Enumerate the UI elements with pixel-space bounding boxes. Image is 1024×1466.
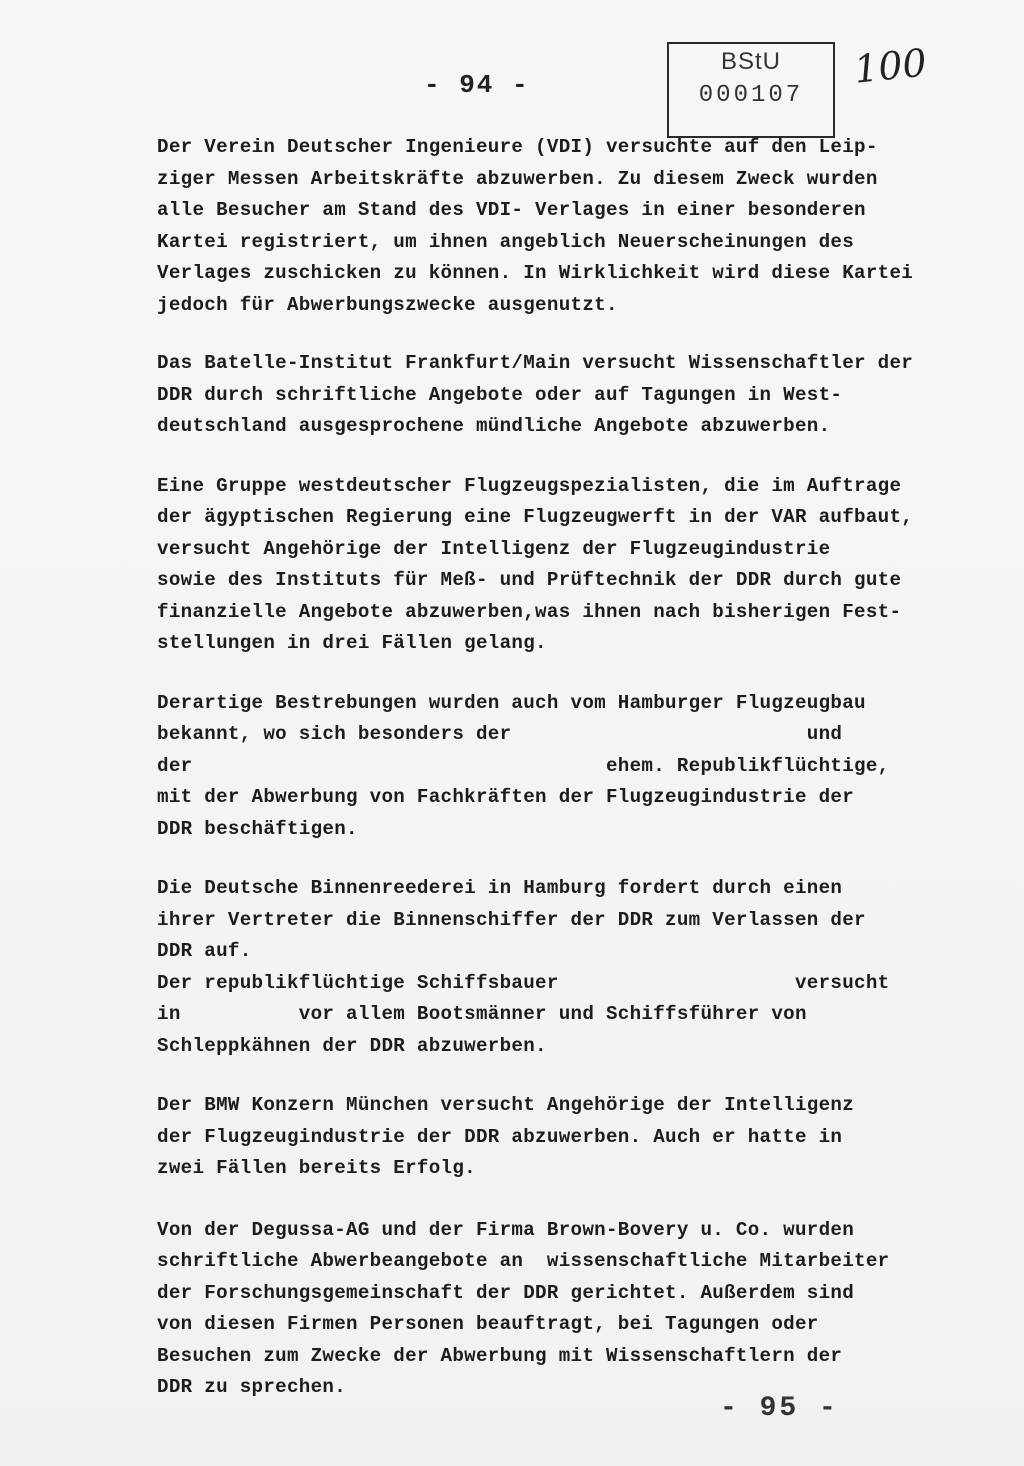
text-line: Das Batelle-Institut Frankfurt/Main versucht Wissenschaftler der xyxy=(157,352,914,374)
text-line: der ägyptischen Regierung eine Flugzeugwerft in der VAR aufbaut, xyxy=(157,506,914,528)
paragraph-flugzeugspezialisten xyxy=(157,471,987,660)
stamp-title: BStU xyxy=(720,48,781,75)
text-line: sowie des Instituts für Meß- und Prüftechnik der DDR durch gute xyxy=(157,569,902,591)
text-line: Kartei registriert, um ihnen angeblich Neuerscheinungen des xyxy=(157,230,855,253)
text-line: Der Verein Deutscher Ingenieure (VDI) versuchte auf den Leip- xyxy=(157,136,878,158)
text-line: der Flugzeugindustrie der DDR abzuwerben. Auch er hatte in xyxy=(157,1125,843,1148)
text-line: versucht Angehörige der Intelligenz der Flugzeugindustrie xyxy=(157,537,831,560)
text-line: Besuchen zum Zwecke der Abwerbung mit Wissenschaftlern der xyxy=(157,1344,843,1367)
text-line: ihrer Vertreter die Binnenschiffer der DDR zum Verlassen der xyxy=(157,908,866,931)
text-line: stellungen in drei Fällen gelang. xyxy=(157,632,547,654)
document-body xyxy=(157,132,987,1432)
text-line: zwei Fällen bereits Erfolg. xyxy=(157,1157,476,1179)
text-line: jedoch für Abwerbungszwecke ausgenutzt. xyxy=(157,293,618,316)
text-line: Verlages zuschicken zu können. In Wirklichkeit wird diese Kartei xyxy=(157,262,914,284)
text-line: Der republikflüchtige Schiffsbauer versucht xyxy=(157,971,890,994)
text-line: der ehem. Republikflüchtige, xyxy=(157,754,890,777)
page-number: - 94 - xyxy=(424,70,530,100)
handwritten-folio-number: 100 xyxy=(852,40,929,92)
text-line: Derartige Bestrebungen wurden auch vom Hamburger Flugzeugbau xyxy=(157,691,866,714)
paragraph-vdi xyxy=(157,132,987,321)
text-line: ziger Messen Arbeitskräfte abzuwerben. Zu diesem Zweck wurden xyxy=(157,167,878,190)
stamp-number: 000107 xyxy=(698,82,804,109)
next-page-marker: - 95 - xyxy=(720,1393,839,1424)
paragraph-binnenreederei xyxy=(157,873,987,1062)
text-line: der Forschungsgemeinschaft der DDR gerichtet. Außerdem sind xyxy=(157,1281,855,1304)
paragraph-batelle xyxy=(157,348,987,443)
archive-stamp xyxy=(667,42,835,138)
text-line: Eine Gruppe westdeutscher Flugzeugspezialisten, die im Auftrage xyxy=(157,474,902,497)
text-line: bekannt, wo sich besonders der und xyxy=(157,723,843,745)
text-line: DDR zu sprechen. xyxy=(157,1376,347,1398)
paragraph-degussa xyxy=(157,1215,987,1404)
text-line: schriftliche Abwerbeangebote an wissenschaftliche Mitarbeiter xyxy=(157,1250,890,1272)
paragraph-hamburger-flugzeugbau xyxy=(157,688,987,846)
text-line: alle Besucher am Stand des VDI- Verlages in einer besonderen xyxy=(157,199,866,221)
text-line: Von der Degussa-AG und der Firma Brown-Bovery u. Co. wurden xyxy=(157,1218,855,1241)
text-line: DDR auf. xyxy=(157,940,252,962)
text-line: in vor allem Bootsmänner und Schiffsführer von xyxy=(157,1003,807,1025)
text-line: Der BMW Konzern München versucht Angehörige der Intelligenz xyxy=(157,1094,855,1116)
text-line: finanzielle Angebote abzuwerben,was ihnen nach bisherigen Fest- xyxy=(157,600,902,623)
text-line: mit der Abwerbung von Fachkräften der Flugzeugindustrie der xyxy=(157,786,855,808)
text-line: Schleppkähnen der DDR abzuwerben. xyxy=(157,1034,547,1057)
text-line: Die Deutsche Binnenreederei in Hamburg fordert durch einen xyxy=(157,877,843,899)
text-line: DDR beschäftigen. xyxy=(157,817,358,840)
text-line: von diesen Firmen Personen beauftragt, bei Tagungen oder xyxy=(157,1313,819,1335)
paragraph-bmw xyxy=(157,1090,987,1185)
text-line: deutschland ausgesprochene mündliche Angebote abzuwerben. xyxy=(157,415,831,437)
text-line: DDR durch schriftliche Angebote oder auf Tagungen in West- xyxy=(157,383,843,406)
